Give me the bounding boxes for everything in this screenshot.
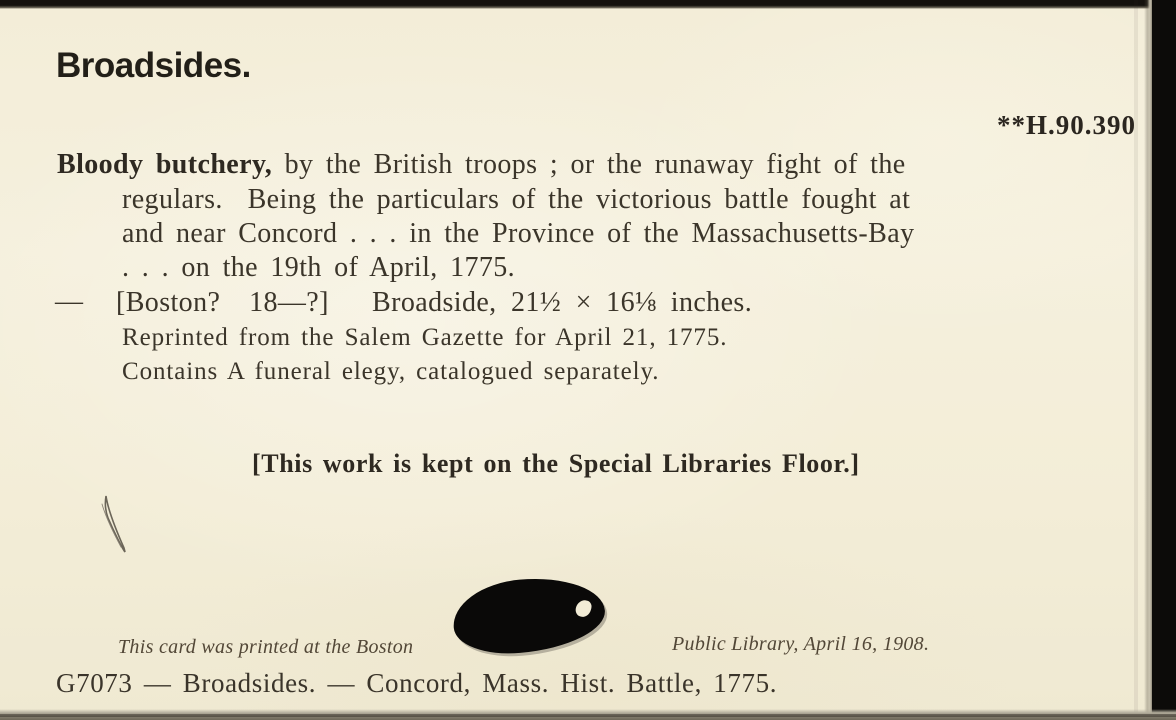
printer-note-left: This card was printed at the Boston [118,636,414,658]
entry-line-1 [57,149,906,181]
entry-line-4: . . . on the 19th of April, 1775. [122,252,516,283]
pen-mark [92,492,136,560]
printer-note-right: Public Library, April 16, 1908. [672,633,930,655]
entry-line-3: and near Concord . . . in the Province of the Massachusetts-Bay [122,218,915,249]
note-reprinted: Reprinted from the Salem Gazette for April 21, 1775. [122,324,728,351]
call-number: **H.90.390 [996,110,1136,140]
entry-line-1-rest: by the British troops ; or the runaway fight of the [272,149,906,180]
location-note: [This work is kept on the Special Libraries Floor.] [252,449,860,478]
entry-title: Bloody butchery, [57,149,273,180]
imprint-line: [Boston? 18—?] Broadside, 21½ × 16⅛ inches. [116,287,753,318]
note-contains: Contains A funeral elegy, catalogued separately. [122,358,660,385]
crease-line [1134,0,1138,720]
scan-background-right [1152,0,1176,720]
imprint-dash: — [55,286,84,317]
card-top-edge [0,0,1176,9]
card-right-edge [1144,0,1152,720]
subject-heading: Broadsides. [56,46,251,85]
entry-line-2: regulars. Being the particulars of the victorious battle fought at [122,184,911,215]
tracing-line: G7073 — Broadsides. — Concord, Mass. Hist. Battle, 1775. [56,668,778,698]
card-bottom-shadow [0,714,1176,717]
